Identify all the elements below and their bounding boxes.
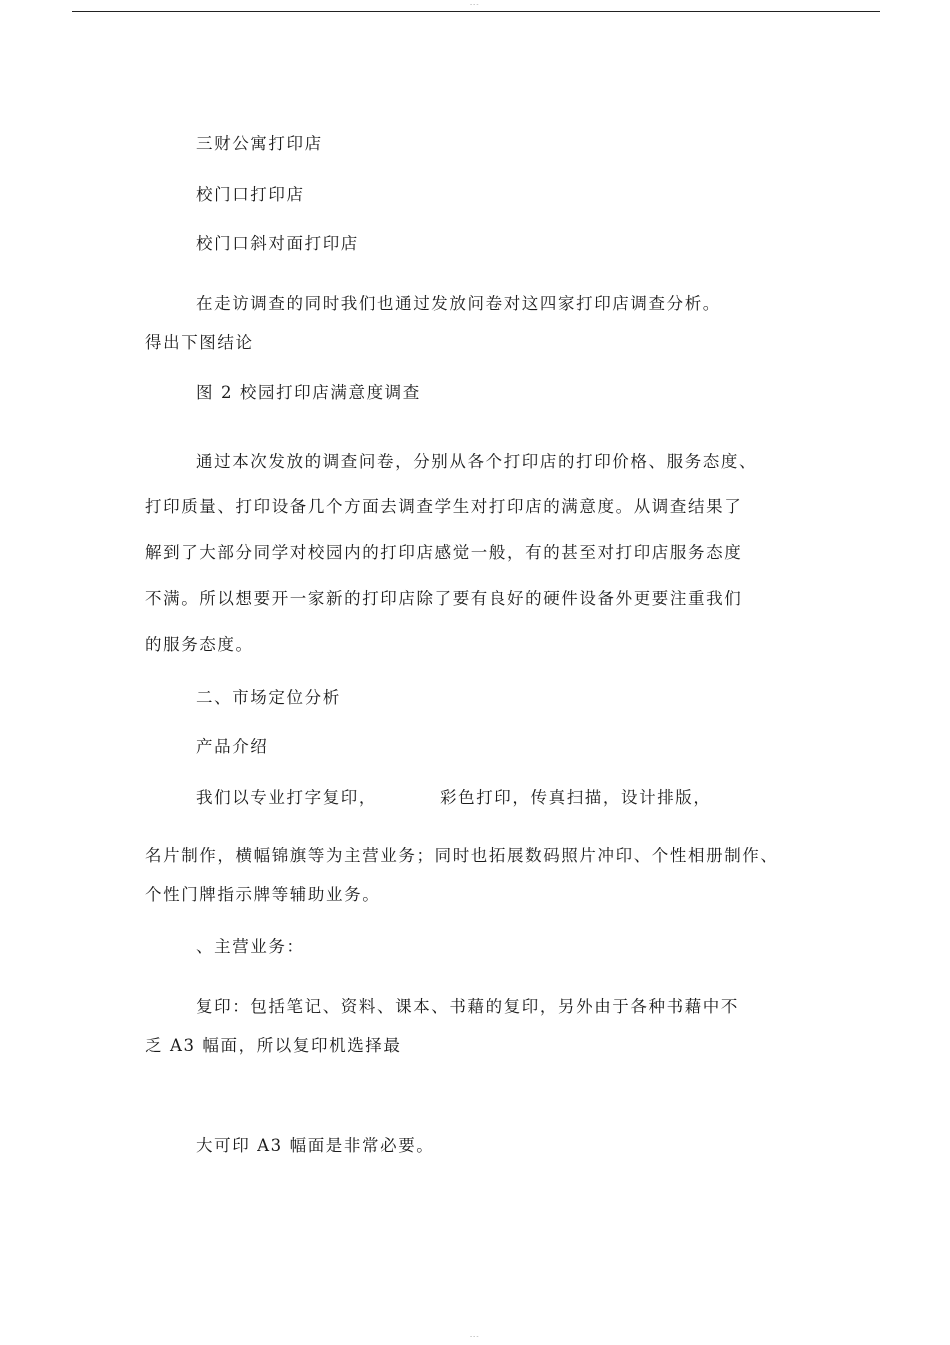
section-heading-market: 二、市场定位分析: [196, 688, 341, 707]
shop-name-3: 校门口斜对面打印店: [196, 234, 359, 253]
subheading-main-business: 、主营业务：: [196, 937, 305, 956]
subheading-product: 产品介绍: [196, 737, 269, 756]
header-rule: [72, 11, 880, 12]
header-mark: ---: [470, 1, 480, 8]
paragraph-product-line-1b: 彩色打印，传真扫描，设计排版，: [440, 788, 712, 807]
paragraph-product-line-2: 名片制作，横幅锦旗等为主营业务；同时也拓展数码照片冲印、个性相册制作、: [145, 846, 779, 865]
paragraph-result-line-3: 解到了大部分同学对校园内的打印店感觉一般，有的甚至对打印店服务态度: [145, 543, 743, 562]
figure-caption: 图 2 校园打印店满意度调查: [196, 383, 421, 402]
footer-mark: ---: [470, 1333, 480, 1340]
shop-name-2: 校门口打印店: [196, 185, 305, 204]
paragraph-result-line-1: 通过本次发放的调查问卷，分别从各个打印店的打印价格、服务态度、: [196, 452, 758, 471]
paragraph-copy-line-1: 复印：包括笔记、资料、课本、书藉的复印，另外由于各种书藉中不: [196, 997, 739, 1016]
paragraph-result-line-5: 的服务态度。: [145, 635, 254, 654]
paragraph-survey-line-2: 得出下图结论: [145, 333, 254, 352]
paragraph-product-line-3: 个性门牌指示牌等辅助业务。: [145, 885, 381, 904]
paragraph-copy-line-2: 乏 A3 幅面，所以复印机选择最: [145, 1036, 402, 1055]
paragraph-copy-line-3: 大可印 A3 幅面是非常必要。: [196, 1136, 435, 1155]
paragraph-survey-line-1: 在走访调查的同时我们也通过发放问卷对这四家打印店调查分析。: [196, 294, 721, 313]
paragraph-result-line-4: 不满。所以想要开一家新的打印店除了要有良好的硬件设备外更要注重我们: [145, 589, 743, 608]
paragraph-result-line-2: 打印质量、打印设备几个方面去调查学生对打印店的满意度。从调查结果了: [145, 497, 743, 516]
paragraph-product-line-1a: 我们以专业打字复印，: [196, 788, 377, 807]
shop-name-1: 三财公寓打印店: [196, 134, 323, 153]
